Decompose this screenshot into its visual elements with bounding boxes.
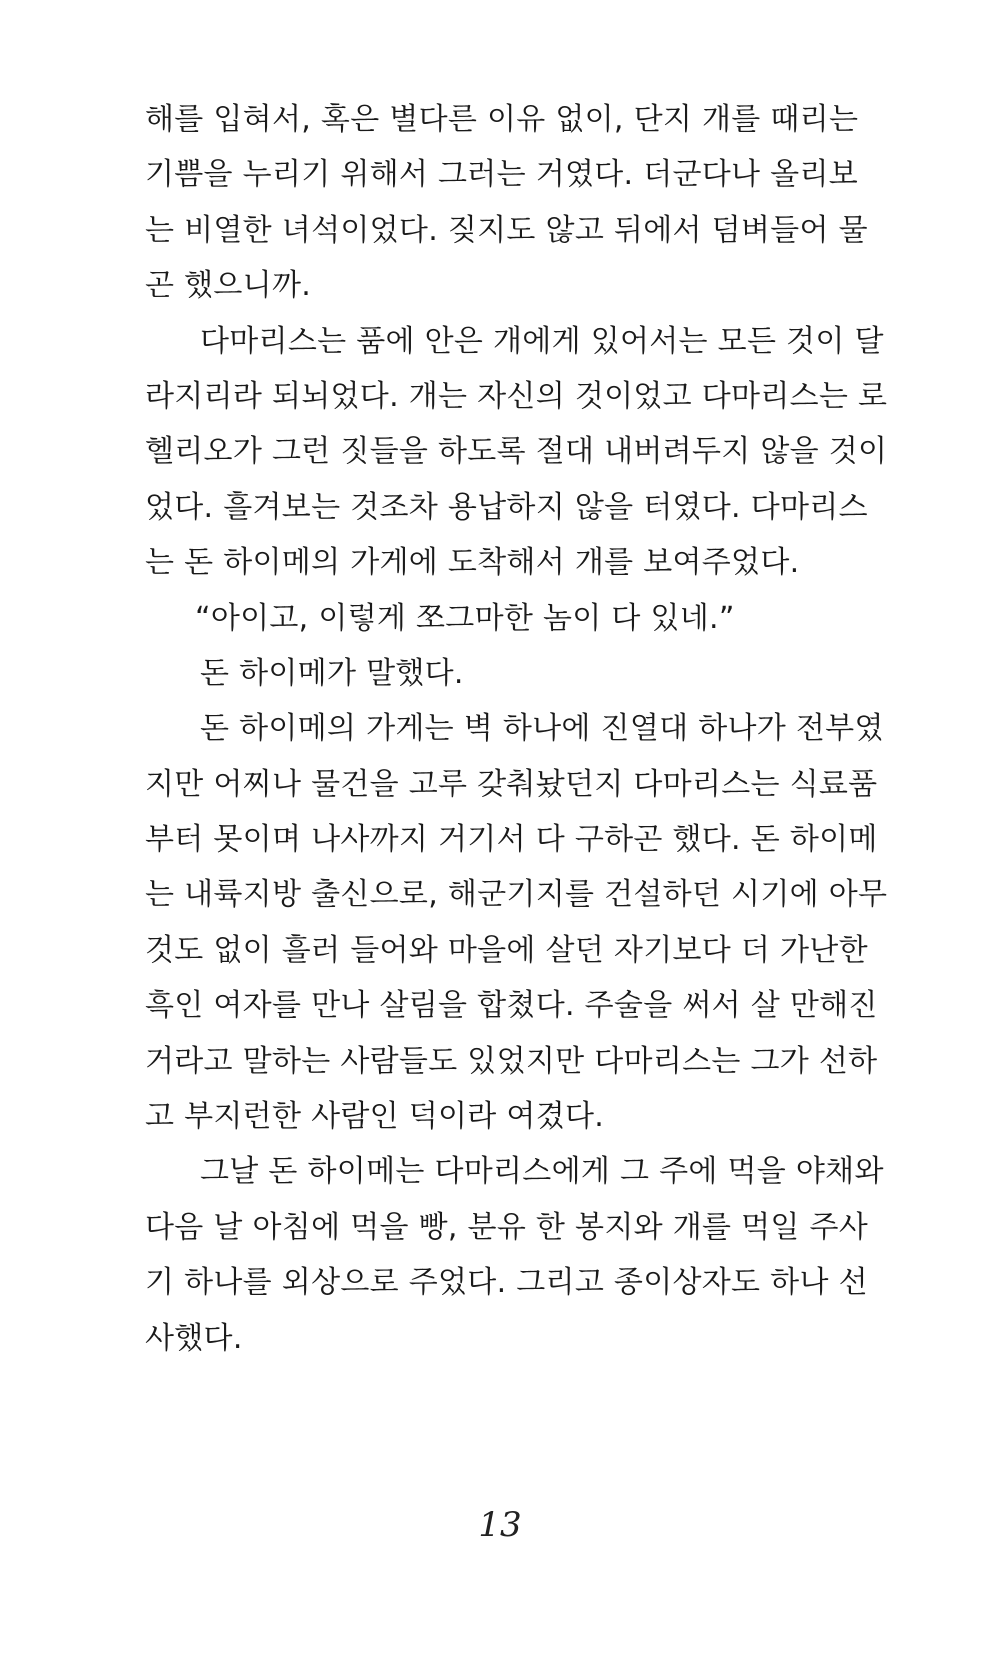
text-line: 는 내륙지방 출신으로, 해군기지를 건설하던 시기에 아무 <box>145 877 888 913</box>
page-number: 13 <box>478 1505 522 1545</box>
text-line: 헬리오가 그런 짓들을 하도록 절대 내버려두지 않을 것이 <box>145 434 888 470</box>
text-line: 지만 어찌나 물건을 고루 갖춰놨던지 다마리스는 식료품 <box>145 766 878 802</box>
paragraph-start-line: 다마리스는 품에 안은 개에게 있어서는 모든 것이 달 <box>200 323 884 359</box>
text-line: 다음 날 아침에 먹을 빵, 분유 한 봉지와 개를 먹일 주사 <box>145 1209 869 1245</box>
text-line: 흑인 여자를 만나 살림을 합쳤다. 주술을 써서 살 만해진 <box>145 988 878 1024</box>
text-line: 곤 했으니까. <box>145 268 312 304</box>
text-line: 고 부지런한 사람인 덕이라 여겼다. <box>145 1099 605 1135</box>
text-line: 었다. 흘겨보는 것조차 용납하지 않을 터였다. 다마리스 <box>145 489 868 525</box>
text-line: 사했다. <box>145 1320 243 1356</box>
text-line: 라지리라 되뇌었다. 개는 자신의 것이었고 다마리스는 로 <box>145 378 888 414</box>
text-line: 는 돈 하이메의 가게에 도착해서 개를 보여주었다. <box>145 545 800 581</box>
text-line: 는 비열한 녀석이었다. 짖지도 않고 뒤에서 덤벼들어 물 <box>145 212 868 248</box>
text-line: 거라고 말하는 사람들도 있었지만 다마리스는 그가 선하 <box>145 1043 878 1079</box>
paragraph-start-line: 그날 돈 하이메는 다마리스에게 그 주에 먹을 야채와 <box>200 1154 884 1190</box>
paragraph-start-line: 돈 하이메의 가게는 벽 하나에 진열대 하나가 전부였 <box>200 711 884 747</box>
text-line: 기쁨을 누리기 위해서 그러는 거였다. 더군다나 올리보 <box>145 157 859 193</box>
body-text <box>145 92 888 1366</box>
paragraph-start-line: 돈 하이메가 말했다. <box>200 655 464 691</box>
text-line: 부터 못이며 나사까지 거기서 다 구하곤 했다. 돈 하이메 <box>145 822 878 858</box>
text-line: 해를 입혀서, 혹은 별다른 이유 없이, 단지 개를 때리는 <box>145 102 859 137</box>
dialogue-line: “아이고, 이렇게 쪼그마한 놈이 다 있네.” <box>195 600 735 636</box>
text-line: 것도 없이 흘러 들어와 마을에 살던 자기보다 더 가난한 <box>145 932 868 968</box>
text-line: 기 하나를 외상으로 주었다. 그리고 종이상자도 하나 선 <box>145 1265 868 1301</box>
